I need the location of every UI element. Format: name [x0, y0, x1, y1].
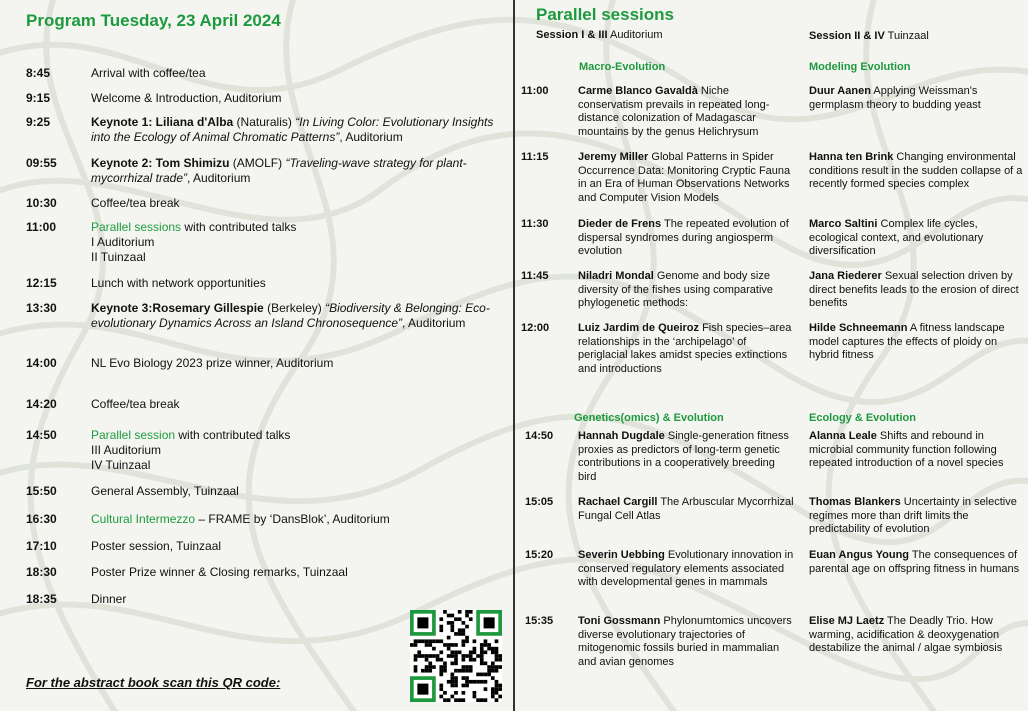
program-time: 18:30: [26, 565, 57, 579]
program-text: “Traveling-wave strategy for plant-mycorrhizal trade”: [91, 156, 467, 185]
session-time: 11:15: [521, 151, 549, 163]
session-left-header: [536, 29, 663, 41]
qr-instruction: For the abstract book scan this QR code:: [26, 675, 281, 690]
program-text: (Berkeley): [267, 301, 326, 315]
program-text: with contributed talks: [175, 428, 291, 442]
program-description: [91, 592, 496, 607]
program-text: “In Living Color: Evolutionary Insights into the Ecology of Animal Chromatic Patterns”: [91, 115, 494, 144]
track-label-left: Macro-Evolution: [579, 61, 666, 73]
program-text: “Biodiversity & Belonging: Eco-evolutionary Dynamics Across an Island Chronosequence”: [91, 301, 490, 330]
program-subitem: II Tuinzaal: [91, 250, 146, 264]
talk-title: Complex life cycles, ecological context, and evolutionary diversification: [809, 218, 984, 257]
track-label-right: Ecology & Evolution: [809, 412, 916, 424]
talk-title: Phylonumtomics uncovers diverse evolutionary trajectories of mitogenomic fossils buried in mammalian and avian genomes: [578, 615, 792, 668]
talk-right: [809, 85, 1024, 112]
session-time: 15:20: [525, 549, 554, 561]
program-text: Poster Prize winner & Closing remarks, Tuinzaal: [91, 565, 348, 579]
talk-title: Sexual selection driven by direct benefits leads to the erosion of direct benefits: [809, 270, 1019, 309]
talk-title: Uncertainty in selective regimes more than drift limits the predictability of evolution: [809, 496, 1017, 535]
talk-speaker: Marco Saltini: [809, 218, 878, 230]
talk-title: The Arbuscular Mycorrhizal Fungal Cell Atlas: [578, 496, 794, 522]
talk-speaker: Euan Angus Young: [809, 549, 910, 561]
session-right-label: Session II & IV: [809, 30, 885, 42]
talk-speaker: Rachael Cargill: [578, 496, 658, 508]
session-left-room: Auditorium: [607, 29, 663, 41]
talk-title: Global Patterns in Spider Occurrence Data: Monitoring Cryptic Fauna in an Era of Human Observations Networks and Computer Vision Models: [578, 151, 791, 204]
program-text: Poster session, Tuinzaal: [91, 539, 222, 553]
program-text: Welcome & Introduction, Auditorium: [91, 91, 282, 105]
talk-speaker: Luiz Jardim de Queiroz: [578, 322, 700, 334]
talk-left: [578, 615, 796, 669]
talk-left: [578, 549, 796, 590]
program-description: [91, 565, 496, 580]
session-left-label: Session I & III: [536, 29, 608, 41]
talk-right: [809, 151, 1024, 192]
session-time: 15:05: [525, 496, 554, 508]
talk-title: Shifts and rebound in microbial community function following repeated introduction of a novel species: [809, 430, 1004, 469]
track-label-left: Genetics(omics) & Evolution: [574, 412, 724, 424]
program-time: 9:25: [26, 115, 51, 129]
talk-title: Single-generation fitness proxies as predictors of long-term genetic contributions in a cooperatively breeding bird: [578, 430, 789, 483]
program-subitem: IV Tuinzaal: [91, 458, 151, 472]
talk-left: [578, 322, 796, 376]
talk-speaker: Elise MJ Laetz: [809, 615, 885, 627]
session-time: 11:30: [521, 218, 549, 230]
program-description: [91, 539, 496, 554]
qr-code-icon[interactable]: [410, 610, 502, 702]
talk-title: The repeated evolution of dispersal syndromes during angiosperm evolution: [578, 218, 789, 257]
talk-left: [578, 430, 796, 484]
program-text: Keynote 1: Liliana d'Alba: [91, 115, 237, 129]
program-time: 17:10: [26, 539, 57, 553]
program-description: [91, 428, 496, 473]
talk-speaker: Duur Aanen: [809, 85, 871, 97]
program-time: 11:00: [26, 220, 57, 234]
program-description: [91, 115, 496, 145]
program-text: Coffee/tea break: [91, 397, 180, 411]
talk-speaker: Dieder de Frens: [578, 218, 662, 230]
program-text: NL Evo Biology 2023 prize winner, Auditorium: [91, 356, 334, 370]
talk-speaker: Severin Uebbing: [578, 549, 665, 561]
program-time: 12:15: [26, 276, 57, 290]
program-text: Lunch with network opportunities: [91, 276, 266, 290]
program-text: , Auditorium: [339, 130, 403, 144]
program-text: Keynote 2: Tom Shimizu: [91, 156, 233, 170]
program-text: with contributed talks: [181, 220, 297, 234]
talk-left: [578, 151, 796, 205]
session-right-header: [809, 30, 929, 42]
talk-title: Fish species–area relationships in the ‘archipelago’ of periglacial lakes amidst species extinctions and introductions: [578, 322, 792, 375]
talk-left: [578, 496, 796, 523]
talk-title: Genome and body size diversity of the fishes using comparative phylogenetic methods:: [578, 270, 774, 309]
program-text: Keynote 3:Rosemary Gillespie: [91, 301, 268, 315]
program-description: [91, 220, 496, 265]
talk-title: Niche conservatism prevails in repeated long-distance colonization of Madagascar mountains by the genus Helichrysum: [578, 85, 770, 138]
talk-title: A fitness landscape model captures the effects of ploidy on hybrid fitness: [809, 322, 1005, 361]
program-time: 13:30: [26, 301, 57, 315]
session-time: 11:00: [521, 85, 549, 97]
program-time: 15:50: [26, 484, 57, 498]
program-time: 18:35: [26, 592, 57, 606]
program-description: [91, 397, 496, 412]
program-text: Dinner: [91, 592, 127, 606]
talk-speaker: Alanna Leale: [809, 430, 877, 442]
program-description: [91, 356, 496, 371]
talk-title: The consequences of parental age on offspring fitness in humans: [809, 549, 1020, 575]
talk-right: [809, 549, 1024, 576]
program-time: 8:45: [26, 66, 51, 80]
talk-speaker: Jana Riederer: [809, 270, 882, 282]
talk-right: [809, 218, 1024, 259]
program-link-text[interactable]: Parallel session: [91, 428, 176, 442]
program-link-text[interactable]: Parallel sessions: [91, 220, 182, 234]
talk-title: Evolutionary innovation in conserved regulatory elements associated with developmental genes in mammals: [578, 549, 794, 588]
talk-speaker: Toni Gossmann: [578, 615, 661, 627]
talk-right: [809, 322, 1024, 363]
program-description: [91, 91, 496, 106]
program-time: 14:20: [26, 397, 57, 411]
talk-speaker: Niladri Mondal: [578, 270, 654, 282]
talk-title: The Deadly Trio. How warming, acidification & deoxygenation destabilize the animal / algae symbiosis: [809, 615, 1003, 654]
program-subitem: III Auditorium: [91, 443, 162, 457]
talk-speaker: Hannah Dugdale: [578, 430, 665, 442]
program-text: (Naturalis): [236, 115, 296, 129]
program-description: [91, 301, 496, 331]
program-text: (AMOLF): [232, 156, 286, 170]
program-text: , Auditorium: [187, 171, 251, 185]
talk-title: Changing environmental conditions result in the sudden collapse of a recently formed species complex: [809, 151, 1023, 190]
program-text: – FRAME by ‘DansBlok’, Auditorium: [195, 512, 390, 526]
talk-speaker: Hilde Schneemann: [809, 322, 908, 334]
program-time: 14:00: [26, 356, 57, 370]
program-text: Arrival with coffee/tea: [91, 66, 206, 80]
session-time: 12:00: [521, 322, 550, 334]
program-text: , Auditorium: [402, 316, 466, 330]
program-time: 14:50: [26, 428, 57, 442]
session-time: 11:45: [521, 270, 549, 282]
talk-right: [809, 496, 1024, 537]
program-text: General Assembly, Tuinzaal: [91, 484, 239, 498]
program-text: Coffee/tea break: [91, 196, 180, 210]
program-description: [91, 484, 496, 499]
program-description: [91, 156, 496, 186]
program-time: 9:15: [26, 91, 51, 105]
talk-right: [809, 270, 1024, 311]
parallel-title: Parallel sessions: [536, 5, 674, 24]
talk-left: [578, 270, 796, 311]
program-description: [91, 276, 496, 291]
session-right-room: Tuinzaal: [884, 30, 929, 42]
program-description: [91, 66, 496, 81]
talk-speaker: Carme Blanco Gavaldà: [578, 85, 698, 97]
column-divider: [513, 0, 515, 711]
program-link-text[interactable]: Cultural Intermezzo: [91, 512, 196, 526]
program-subitem: I Auditorium: [91, 235, 155, 249]
program-description: [91, 512, 496, 527]
program-title: Program Tuesday, 23 April 2024: [26, 11, 281, 30]
talk-speaker: Jeremy Miller: [578, 151, 649, 163]
talk-right: [809, 430, 1024, 471]
talk-title: Applying Weissman's germplasm theory to budding yeast: [809, 85, 981, 111]
track-label-right: Modeling Evolution: [809, 61, 911, 73]
talk-speaker: Thomas Blankers: [809, 496, 901, 508]
talk-left: [578, 85, 796, 139]
talk-speaker: Hanna ten Brink: [809, 151, 894, 163]
session-time: 14:50: [525, 430, 554, 442]
program-time: 09:55: [26, 156, 57, 170]
program-time: 10:30: [26, 196, 57, 210]
program-time: 16:30: [26, 512, 57, 526]
talk-left: [578, 218, 796, 259]
session-time: 15:35: [525, 615, 554, 627]
program-description: [91, 196, 496, 211]
talk-right: [809, 615, 1024, 656]
